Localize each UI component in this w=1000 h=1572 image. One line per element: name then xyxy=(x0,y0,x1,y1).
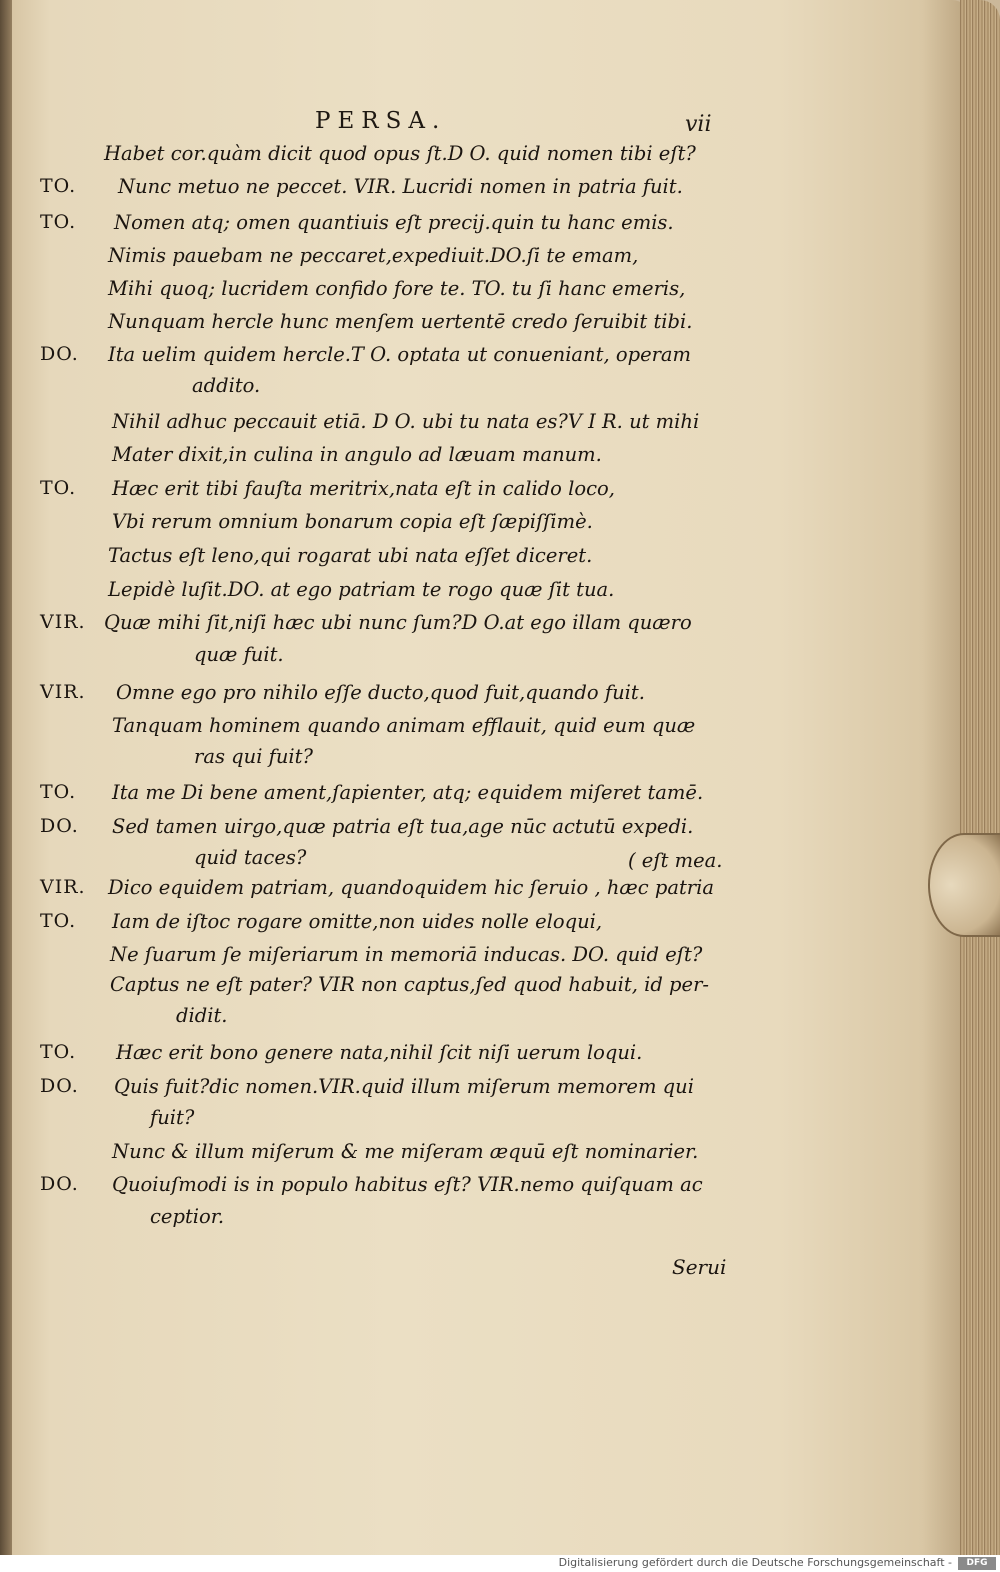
text-line: Hæc erit tibi fauſta meritrix,nata eſt in calido loco, xyxy=(112,477,615,500)
text-line: Mihi quoq; lucridem confido fore te. TO. tu ſi hanc emeris, xyxy=(108,277,686,300)
speaker-label: TO. xyxy=(40,781,77,803)
text-line: Captus ne eſt pater? VIR non captus,ſed quod habuit, id per- xyxy=(110,973,709,996)
speaker-label: VIR. xyxy=(40,681,86,703)
text-line: Nunquam hercle hunc menſem uertentē credo ſeruibit tibi. xyxy=(108,310,693,333)
speaker-label: DO. xyxy=(40,1173,79,1195)
speaker-label: TO. xyxy=(40,1041,77,1063)
speaker-label: TO. xyxy=(40,477,77,499)
text-line: Ita uelim quidem hercle.T O. optata ut conueniant, operam xyxy=(108,343,692,366)
speaker-label: TO. xyxy=(40,910,77,932)
text-line: Nimis pauebam ne peccaret,expediuit.DO.ſi te emam, xyxy=(108,244,639,267)
text-line: Quoiuſmodi is in populo habitus eſt? VIR.nemo quiſquam ac xyxy=(112,1173,703,1196)
running-head: PERSA. xyxy=(315,108,447,134)
text-line: Ne ſuarum ſe miſeriarum in memoriā inducas. DO. quid eſt? xyxy=(110,943,703,966)
text-line: Quæ mihi ſit,niſi hæc ubi nunc ſum?D O.at ego illam quæro xyxy=(104,611,692,634)
text-line: quæ fuit. xyxy=(194,643,284,666)
text-line: Omne ego pro nihilo eſſe ducto,quod fuit,quando fuit. xyxy=(116,681,645,704)
speaker-label: VIR. xyxy=(40,611,86,633)
text-line: Nihil adhuc peccauit etiā. D O. ubi tu nata es?V I R. ut mihi xyxy=(112,410,700,433)
text-line: Lepidè luſit.DO. at ego patriam te rogo quæ ſit tua. xyxy=(108,578,615,601)
footer-credit: Digitalisierung gefördert durch die Deutsche Forschungsgemeinschaft - xyxy=(558,1556,952,1569)
text-line: ( eſt mea. xyxy=(628,849,723,872)
folio-number: vii xyxy=(685,112,712,137)
catchword: Serui xyxy=(672,1255,727,1279)
speaker-label: DO. xyxy=(40,1075,79,1097)
text-line: Tactus eſt leno,qui rogarat ubi nata eſſet diceret. xyxy=(108,544,593,567)
text-line: Dico equidem patriam, quandoquidem hic ſeruio , hæc patria xyxy=(108,876,714,899)
text-line: Sed tamen uirgo,quæ patria eſt tua,age nūc actutū expedi. xyxy=(112,815,694,838)
speaker-label: DO. xyxy=(40,815,79,837)
text-line: Habet cor.quàm dicit quod opus ſt.D O. quid nomen tibi eſt? xyxy=(104,142,696,165)
speaker-label: VIR. xyxy=(40,876,86,898)
text-line: Quis fuit?dic nomen.VIR.quid illum miſerum memorem qui xyxy=(114,1075,694,1098)
text-line: didit. xyxy=(176,1004,228,1027)
text-line: addito. xyxy=(192,374,261,397)
text-line: ras qui fuit? xyxy=(194,745,313,768)
speaker-label: DO. xyxy=(40,343,79,365)
text-line: ceptior. xyxy=(150,1205,225,1228)
text-line: quid taces? xyxy=(194,846,307,869)
text-line: Ita me Di bene ament,ſapienter, atq; equidem miſeret tamē. xyxy=(112,781,704,804)
speaker-label: TO. xyxy=(40,211,77,233)
text-line: Tanquam hominem quando animam efflauit, quid eum quæ xyxy=(112,714,696,737)
speaker-label: TO. xyxy=(40,175,77,197)
text-line: Mater dixit,in culina in angulo ad læuam manum. xyxy=(112,443,602,466)
text-line: Nunc & illum miſerum & me miſeram æquū eſt nominarier. xyxy=(112,1140,699,1163)
page-edges xyxy=(960,0,1000,1556)
text-line: Vbi rerum omnium bonarum copia eſt ſæpiſſimè. xyxy=(112,510,593,533)
text-line: Nunc metuo ne peccet. VIR. Lucridi nomen in patria fuit. xyxy=(118,175,683,198)
text-line: Iam de iſtoc rogare omitte,non uides nolle eloqui, xyxy=(112,910,603,933)
text-line: Nomen atq; omen quantiuis eſt precij.quin tu hanc emis. xyxy=(114,211,674,234)
text-line: Hæc erit bono genere nata,nihil ſcit niſi uerum loqui. xyxy=(116,1041,643,1064)
dfg-logo: DFG xyxy=(958,1557,996,1570)
book-clasp xyxy=(928,833,1000,937)
text-line: fuit? xyxy=(150,1106,195,1129)
